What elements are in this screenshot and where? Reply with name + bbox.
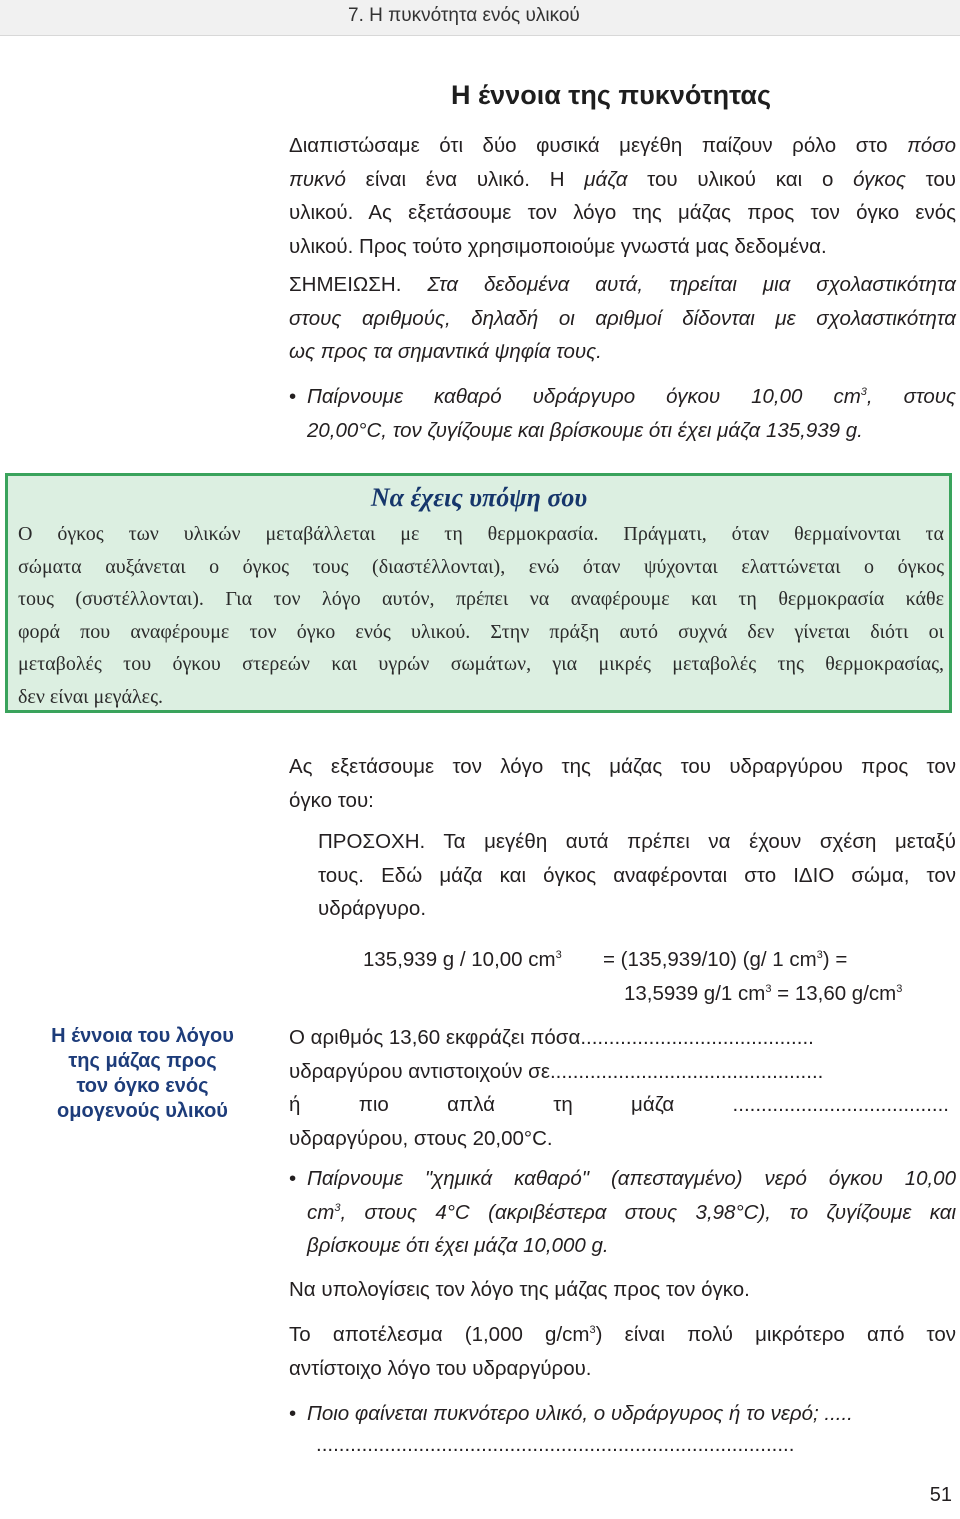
ratio-line: Ας εξετάσουμε τον λόγο της μάζας του υδραργύρου προς τον [289,755,956,778]
side-label-line: της μάζας προς [68,1050,217,1072]
ratio-paragraph [289,750,956,817]
info-box-title: Να έχεις υπόψη σου [370,483,588,512]
calc-line-1b: = (135,939/10) (g/ 1 $cm^3$) = [603,948,848,971]
calc-line-1a: 135,939 g / 10,00 $cm^3$ [363,948,562,971]
bullet-line: Παίρνουμε καθαρό υδράργυρο όγκου 10,00 $cm^3$, στους [307,385,956,408]
page-number: 51 [929,1484,952,1506]
fill-in-paragraph [289,1021,949,1155]
bullet-paragraph-water [307,1162,956,1263]
info-box-line: τους (συστέλλονται). Για τον λόγο αυτόν, πρέπει να αναφέρουμε και τη θερμοκρασία κάθε [18,588,944,611]
side-label-line: τον όγκο ενός [76,1075,209,1097]
note-paragraph [289,268,956,369]
intro-line: πυκνό είναι ένα υλικό. Η μάζα του υλικού και ο όγκος του [289,167,956,191]
intro-paragraph [289,129,956,263]
intro-line: υλικού. Ας εξετάσουμε τον λόγο της μάζας προς τον όγκο ενός [289,201,956,224]
bullet-marker: • [289,385,297,408]
intro-line: υλικού. Προς τούτο χρησιμοποιούμε γνωστά μας δεδομένα. [289,234,827,258]
bullet-marker: • [289,1402,297,1425]
bullet-marker: • [289,1167,297,1190]
bullet-line: βρίσκουμε ότι έχει μάζα 10,000 g. [307,1234,609,1257]
attention-paragraph [318,825,956,926]
result-paragraph [289,1318,956,1385]
section-title: Η έννοια της πυκνότητας [451,80,772,110]
bullet-paragraph-question [307,1397,956,1431]
info-box-text [18,518,944,714]
bullet-line: Ποιο φαίνεται πυκνότερο υλικό, ο υδράργυρος ή το νερό; ..... [307,1402,853,1425]
chapter-header: 7. Η πυκνότητα ενός υλικού [348,5,580,26]
bullet-line: Παίρνουμε "χημικά καθαρό" (απεσταγμένο) νερό όγκου 10,00 [307,1167,956,1190]
side-label-line: ομογενούς υλικού [57,1100,228,1122]
intro-line: Διαπιστώσαμε ότι δύο φυσικά μεγέθη παίζουν ρόλο στο πόσο [289,134,956,157]
bullet-line: 20,00°C, τον ζυγίζουμε και βρίσκουμε ότι έχει μάζα 135,939 g. [307,418,863,442]
info-box-line: Ο όγκος των υλικών μεταβάλλεται με τη θερμοκρασία. Πράγματι, όταν θερμαίνονται τα [18,523,944,545]
info-box-line: μεταβολές του όγκου στερεών και υγρών σωμάτων, για μικρές μεταβολές της θερμοκρασίας, [18,653,944,676]
bullet-line: $cm^3$, στους 4°C (ακριβέστερα στους 3,98°C), το ζυγίζουμε και [307,1200,956,1224]
side-label-line: Η έννοια του λόγου [51,1025,234,1047]
result-line: Το αποτέλεσμα (1,000 $g/cm^3$) είναι πολύ μικρότερο από τον [289,1323,956,1346]
note-line: ως προς τα σημαντικά ψηφία τους. [289,340,602,363]
note-line: στους αριθμούς, δηλαδή οι αριθμοί δίδονται με σχολαστικότητα [289,306,956,330]
fill-in-line: υδραργύρου, στους 20,00°C. [289,1126,553,1150]
fill-in-line: Ο αριθμός 13,60 εκφράζει πόσα......................................... [289,1026,814,1049]
info-box-line: σώματα αυξάνεται ο όγκος τους (διαστέλλονται), ενώ όταν ψύχονται ελαττώνεται ο όγκος [18,555,944,578]
attention-line: υδράργυρο. [318,897,427,920]
fill-in-line: υδραργύρου αντιστοιχούν σε................................................ [289,1059,824,1083]
answer-dots-line: .................................................................................... [316,1433,795,1456]
attention-line: τους. Εδώ μάζα και όγκος αναφέρονται στο ΙΔΙΟ σώμα, τον [318,863,956,887]
ratio-line: όγκο του: [289,788,374,812]
info-box [5,473,952,713]
result-line: αντίστοιχο λόγο του υδραργύρου. [289,1356,592,1380]
side-label [20,1024,265,1124]
info-box-line: φορά που αναφέρουμε τον όγκο ενός υλικού. Στην πράξη αυτό συχνά δεν γίνεται διότι οι [18,620,944,643]
calc-line-2: 13,5939 g/1 $cm^3 = 13,60$ $g/cm^3$ [624,982,903,1005]
note-line: ΣΗΜΕΙΩΣΗ. Στα δεδομένα αυτά, τηρείται μια σχολαστικότητα [289,273,956,296]
compute-instruction: Να υπολογίσεις τον λόγο της μάζας προς τον όγκο. [289,1278,750,1301]
attention-line: ΠΡΟΣΟΧΗ. Τα μεγέθη αυτά πρέπει να έχουν σχέση μεταξύ [318,830,956,853]
bullet-paragraph-mercury [307,380,956,447]
fill-in-line: ή πιο απλά τη μάζα ...................................... [289,1093,949,1116]
info-box-line: δεν είναι μεγάλες. [18,685,163,708]
